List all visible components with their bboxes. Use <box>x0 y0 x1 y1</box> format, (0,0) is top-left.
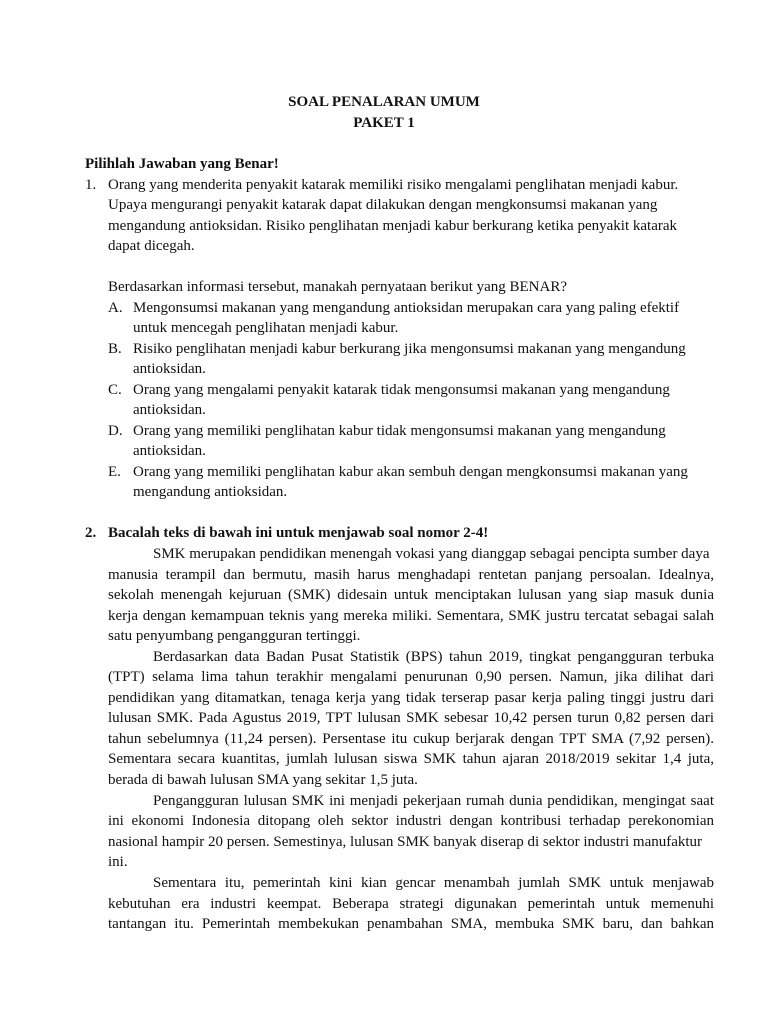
paragraph-line: tahun sebelumnya (11,24 persen). Persentase itu cukup berjarak dengan TPT SMA (7,92 persen). <box>108 731 714 747</box>
paragraph-line: kerja dengan kemampuan teknis yang mereka miliki. Sementara, SMK justru tercatat sebagai salah <box>108 608 714 624</box>
option-text: mengandung antioksidan. <box>133 484 288 500</box>
passage-line: Upaya mengurangi penyakit katarak dapat dilakukan dengan mengkonsumsi makanan yang <box>108 197 658 213</box>
paragraph-line: Sementara itu, pemerintah kini kian gencar menambah jumlah SMK untuk menjawab <box>153 875 714 891</box>
passage-line: Orang yang menderita penyakit katarak memiliki risiko mengalami penglihatan menjadi kabur. <box>108 177 679 193</box>
paragraph-line: lulusan SMK. Pada Agustus 2019, TPT lulusan SMK sebesar 10,42 persen turun 0,82 persen dari <box>108 710 714 726</box>
passage-line: mengandung antioksidan. Risiko penglihatan menjadi kabur berkurang ketika penyakit katarak <box>108 218 678 234</box>
question-number: 2. <box>85 525 97 541</box>
paragraph-line: pendidikan yang ditamatkan, tenaga kerja yang tidak terserap pasar kerja paling tinggi justru dari <box>108 690 714 706</box>
option-text: antioksidan. <box>133 443 206 459</box>
option-text: Risiko penglihatan menjadi kabur berkurang jika mengonsumsi makanan yang mengandung <box>133 341 686 357</box>
document-subtitle: PAKET 1 <box>353 115 415 131</box>
paragraph-line: tantangan itu. Pemerintah membekukan penambahan SMA, membuka SMK baru, dan bahkan <box>108 916 714 932</box>
paragraph-line: Sementara secara kuantitas, jumlah lulusan siswa SMK tahun ajaran 2018/2019 sekitar 1,4 juta, <box>108 751 714 767</box>
option-text: antioksidan. <box>133 361 206 377</box>
question-prompt: Berdasarkan informasi tersebut, manakah pernyataan berikut yang BENAR? <box>108 279 568 295</box>
paragraph-line: (TPT) selama lima tahun terakhir mengalami penurunan 0,90 persen. Namun, jika dilihat dari <box>108 669 714 685</box>
paragraph-line: ini. <box>108 854 128 870</box>
paragraph-line: ini ekonomi Indonesia ditopang oleh sektor industri dengan kontribusi terhadap perekonomian <box>108 813 714 829</box>
option-text: Mengonsumsi makanan yang mengandung antioksidan merupakan cara yang paling efektif <box>133 300 680 316</box>
option-letter: E. <box>108 464 121 480</box>
question-number: 1. <box>85 177 97 193</box>
option-text: untuk mencegah penglihatan menjadi kabur. <box>133 320 399 336</box>
option-letter: C. <box>108 382 122 398</box>
paragraph-line: berada di bawah lulusan SMA yang sekitar 1,5 juta. <box>108 772 418 788</box>
option-text: Orang yang memiliki penglihatan kabur akan sembuh dengan mengkonsumsi makanan yang <box>133 464 688 480</box>
option-text: antioksidan. <box>133 402 206 418</box>
question-heading: Bacalah teks di bawah ini untuk menjawab soal nomor 2-4! <box>108 525 489 541</box>
passage-line: dapat dicegah. <box>108 238 195 254</box>
instruction-text: Pilihlah Jawaban yang Benar! <box>85 156 279 172</box>
paragraph-line: Berdasarkan data Badan Pusat Statistik (BPS) tahun 2019, tingkat pengangguran terbuka <box>153 649 714 665</box>
paragraph-line: kebutuhan era industri keempat. Beberapa strategi digunakan pemerintah untuk memenuhi <box>108 896 714 912</box>
option-text: Orang yang mengalami penyakit katarak tidak mengonsumsi makanan yang mengandung <box>133 382 670 398</box>
paragraph-line: sekolah menengah kejuruan (SMK) didesain untuk menciptakan lulusan yang siap masuk dunia <box>108 587 714 603</box>
document-title: SOAL PENALARAN UMUM <box>288 94 480 110</box>
paragraph-line: nasional hampir 20 persen. Semestinya, lulusan SMK banyak diserap di sektor industri manufaktur <box>108 834 703 850</box>
option-letter: B. <box>108 341 122 357</box>
paragraph-line: Pengangguran lulusan SMK ini menjadi pekerjaan rumah dunia pendidikan, mengingat saat <box>153 793 714 809</box>
paragraph-line: manusia terampil dan bermutu, masih harus menghadapi rentetan panjang persoalan. Idealnya, <box>108 567 714 583</box>
paragraph-line: satu penyumbang pengangguran tertinggi. <box>108 628 361 644</box>
option-text: Orang yang memiliki penglihatan kabur tidak mengonsumsi makanan yang mengandung <box>133 423 666 439</box>
option-letter: A. <box>108 300 123 316</box>
paragraph-line: SMK merupakan pendidikan menengah vokasi yang dianggap sebagai pencipta sumber daya <box>153 546 710 562</box>
option-letter: D. <box>108 423 123 439</box>
